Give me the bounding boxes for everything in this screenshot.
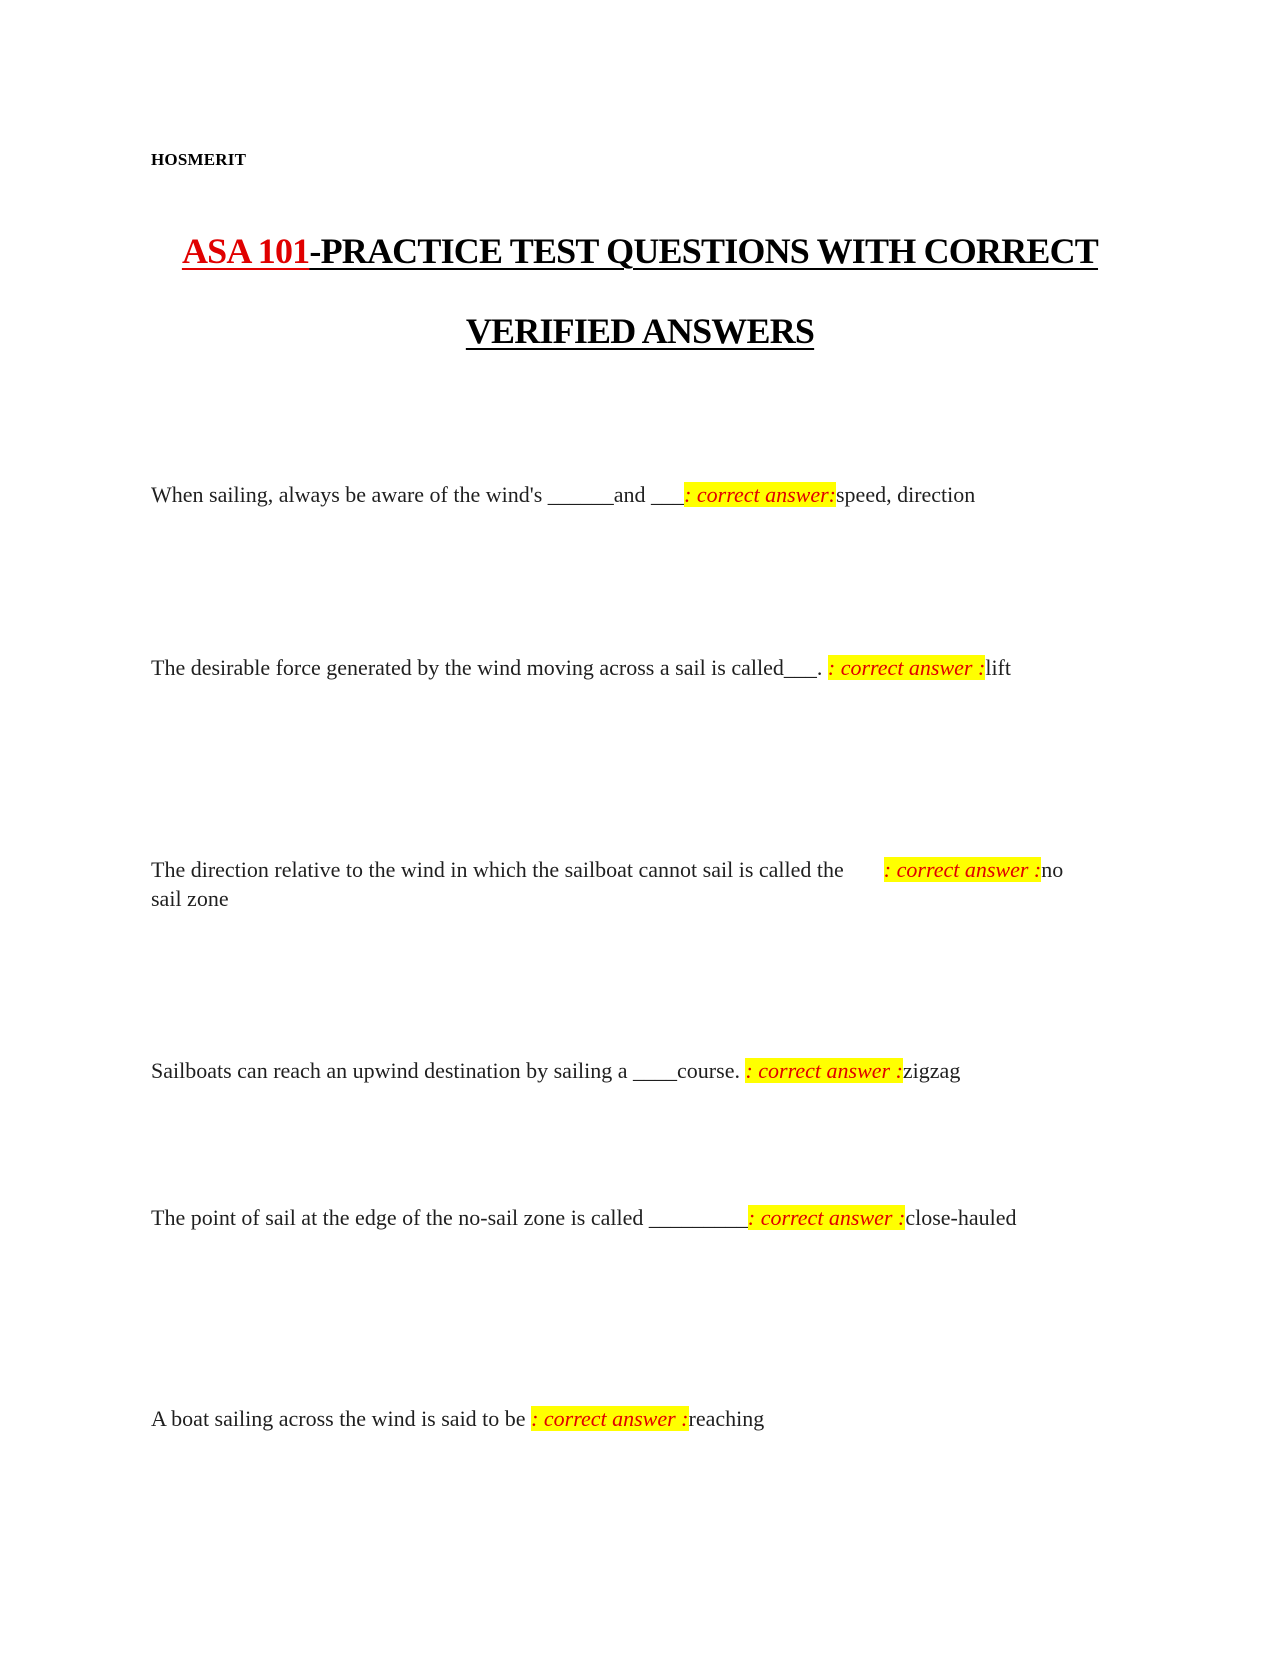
answer-text: lift	[985, 655, 1011, 680]
question-item	[151, 480, 1091, 509]
document-title-line-2: VERIFIED ANSWERS	[465, 311, 815, 351]
answer-text: close-hauled	[905, 1205, 1017, 1230]
answer-text: no sail zone	[151, 857, 1064, 911]
question-text: Sailboats can reach an upwind destination by sailing a ____course.	[151, 1058, 746, 1083]
question-text: The point of sail at the edge of the no-sail zone is called _________	[151, 1205, 748, 1230]
question-text: A boat sailing across the wind is said to be	[151, 1406, 532, 1431]
question-item	[151, 855, 1091, 913]
document-header: HOSMERIT	[151, 150, 247, 169]
question-text: The desirable force generated by the wind moving across a sail is called___.	[151, 655, 828, 680]
question-item	[151, 1203, 1091, 1232]
answer-marker: : correct answer :	[745, 1058, 903, 1083]
question-text: The direction relative to the wind in which the sailboat cannot sail is called the	[151, 857, 844, 882]
document-title-line-1	[0, 230, 1280, 272]
answer-marker: : correct answer :	[531, 1406, 689, 1431]
answer-marker: : correct answer :	[827, 655, 986, 680]
answer-marker: : correct answer :	[747, 1205, 906, 1230]
title-main-text: -PRACTICE TEST QUESTIONS WITH CORRECT	[309, 231, 1099, 271]
question-item	[151, 1404, 1091, 1433]
answer-marker: : correct answer:	[684, 482, 836, 507]
answer-marker: : correct answer :	[883, 857, 1042, 882]
answer-text: speed, direction	[836, 482, 976, 507]
answer-text: zigzag	[902, 1058, 961, 1083]
question-item	[151, 653, 1091, 682]
question-text: When sailing, always be aware of the wind's ______and ___	[151, 482, 685, 507]
question-item	[151, 1056, 1091, 1085]
answer-text: reaching	[688, 1406, 765, 1431]
title-course-code: ASA 101	[181, 231, 310, 271]
